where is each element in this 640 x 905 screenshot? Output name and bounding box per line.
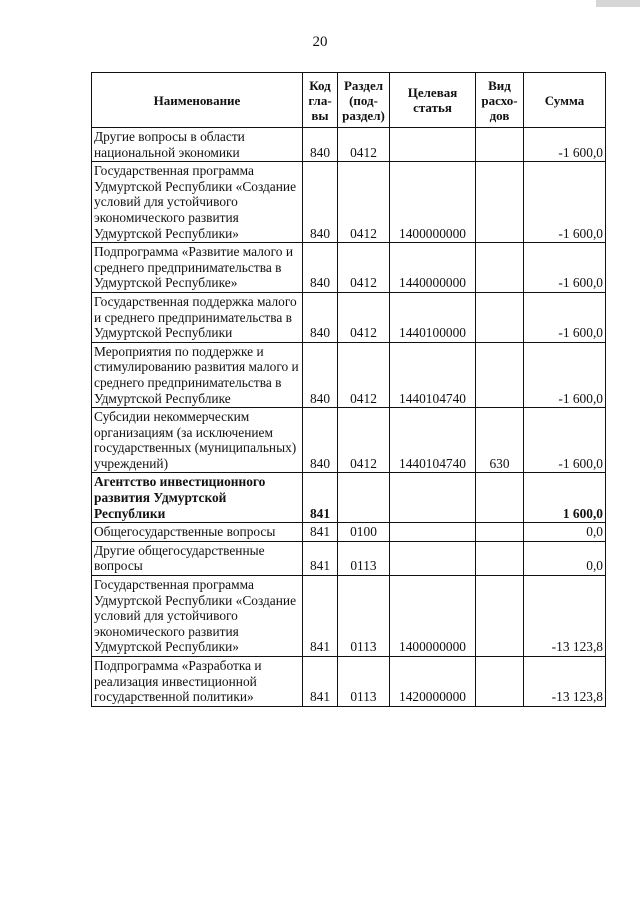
cell-chapter-code: 841 (303, 523, 338, 542)
table-header-row (92, 73, 606, 128)
cell-target-article: 1440104740 (390, 408, 476, 473)
cell-chapter-code: 840 (303, 162, 338, 243)
cell-amount: -13 123,8 (524, 576, 606, 657)
cell-chapter-code: 840 (303, 243, 338, 293)
cell-name: Государственная программа Удмуртской Республики «Создание условий для устойчивого экономического развития Удмуртской Республики» (92, 162, 303, 243)
cell-section: 0412 (338, 292, 390, 342)
cell-section: 0412 (338, 408, 390, 473)
cell-name: Подпрограмма «Разработка и реализация инвестиционной государственной политики» (92, 657, 303, 707)
cell-expense-type (476, 473, 524, 523)
header-name: Наименование (92, 73, 303, 128)
cell-expense-type (476, 576, 524, 657)
cell-target-article (390, 541, 476, 575)
cell-amount: 1 600,0 (524, 473, 606, 523)
cell-target-article: 1400000000 (390, 576, 476, 657)
cell-amount: -1 600,0 (524, 408, 606, 473)
table-row (92, 657, 606, 707)
cell-target-article (390, 523, 476, 542)
table-row (92, 342, 606, 407)
cell-amount: -1 600,0 (524, 292, 606, 342)
cell-section: 0412 (338, 162, 390, 243)
cell-amount: -13 123,8 (524, 657, 606, 707)
cell-chapter-code: 840 (303, 292, 338, 342)
cell-expense-type (476, 342, 524, 407)
header-amount: Сумма (524, 73, 606, 128)
cell-expense-type (476, 292, 524, 342)
cell-chapter-code: 841 (303, 657, 338, 707)
cell-chapter-code: 840 (303, 342, 338, 407)
table-row (92, 128, 606, 162)
table-row (92, 523, 606, 542)
cell-amount: 0,0 (524, 523, 606, 542)
table-row (92, 243, 606, 293)
cell-chapter-code: 841 (303, 473, 338, 523)
cell-chapter-code: 841 (303, 541, 338, 575)
cell-expense-type (476, 128, 524, 162)
header-expense-type: Вид расхо- дов (476, 73, 524, 128)
cell-name: Подпрограмма «Развитие малого и среднего предпринимательства в Удмуртской Республике» (92, 243, 303, 293)
header-section: Раздел (под- раздел) (338, 73, 390, 128)
cell-expense-type (476, 541, 524, 575)
cell-section: 0412 (338, 243, 390, 293)
cell-section: 0113 (338, 576, 390, 657)
cell-target-article: 1440104740 (390, 342, 476, 407)
cell-amount: 0,0 (524, 541, 606, 575)
page-number: 20 (312, 34, 328, 50)
cell-target-article: 1440100000 (390, 292, 476, 342)
header-target-article: Целевая статья (390, 73, 476, 128)
cell-amount: -1 600,0 (524, 342, 606, 407)
cell-name: Другие общегосударственные вопросы (92, 541, 303, 575)
cell-target-article: 1440000000 (390, 243, 476, 293)
cell-section: 0100 (338, 523, 390, 542)
cell-section: 0113 (338, 541, 390, 575)
cell-name: Мероприятия по поддержке и стимулированию развития малого и среднего предпринимательства в Удмуртской Республике (92, 342, 303, 407)
cell-name: Другие вопросы в области национальной экономики (92, 128, 303, 162)
cell-name: Субсидии некоммерческим организациям (за исключением государственных (муниципальных) учреждений) (92, 408, 303, 473)
budget-table (91, 72, 606, 707)
table-row (92, 408, 606, 473)
cell-chapter-code: 841 (303, 576, 338, 657)
cell-section: 0113 (338, 657, 390, 707)
cell-chapter-code: 840 (303, 128, 338, 162)
cell-expense-type (476, 657, 524, 707)
cell-target-article: 1400000000 (390, 162, 476, 243)
table-row (92, 292, 606, 342)
cell-expense-type: 630 (476, 408, 524, 473)
cell-section: 0412 (338, 342, 390, 407)
header-chapter-code: Код гла- вы (303, 73, 338, 128)
table-row (92, 162, 606, 243)
cell-section (338, 473, 390, 523)
scan-corner-mark (596, 0, 640, 7)
cell-name: Государственная поддержка малого и среднего предпринимательства в Удмуртской Республики (92, 292, 303, 342)
cell-amount: -1 600,0 (524, 162, 606, 243)
cell-target-article: 1420000000 (390, 657, 476, 707)
cell-name: Агентство инвестиционного развития Удмуртской Республики (92, 473, 303, 523)
table-row (92, 473, 606, 523)
table-body (92, 128, 606, 707)
cell-section: 0412 (338, 128, 390, 162)
cell-chapter-code: 840 (303, 408, 338, 473)
cell-amount: -1 600,0 (524, 128, 606, 162)
cell-expense-type (476, 162, 524, 243)
cell-amount: -1 600,0 (524, 243, 606, 293)
cell-name: Государственная программа Удмуртской Республики «Создание условий для устойчивого экономического развития Удмуртской Республики» (92, 576, 303, 657)
cell-name: Общегосударственные вопросы (92, 523, 303, 542)
cell-expense-type (476, 523, 524, 542)
table-row (92, 576, 606, 657)
cell-expense-type (476, 243, 524, 293)
cell-target-article (390, 473, 476, 523)
table-row (92, 541, 606, 575)
cell-target-article (390, 128, 476, 162)
